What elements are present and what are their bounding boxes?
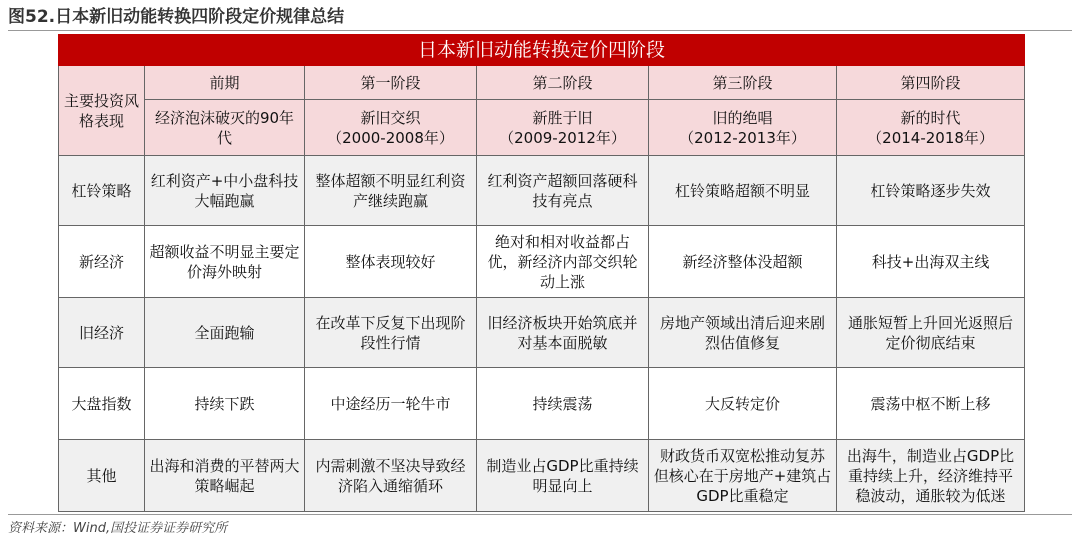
table-cell: 房地产领域出清后迎来剧烈估值修复 — [649, 298, 837, 368]
table-cell: 持续下跌 — [145, 368, 305, 440]
table-banner-row — [59, 35, 1025, 66]
table-row — [59, 156, 1025, 226]
table-cell: 出海和消费的平替两大策略崛起 — [145, 440, 305, 512]
table-cell: 旧经济板块开始筑底并对基本面脱敏 — [477, 298, 649, 368]
phase-desc: 新的时代 （2014-2018年） — [837, 100, 1025, 156]
table-cell: 出海牛，制造业占GDP比重持续上升，经济维持平稳波动，通胀较为低迷 — [837, 440, 1025, 512]
table-cell: 超额收益不明显主要定价海外映射 — [145, 226, 305, 298]
table-cell: 中途经历一轮牛市 — [305, 368, 477, 440]
table-title: 日本新旧动能转换定价四阶段 — [59, 35, 1025, 66]
table-cell: 杠铃策略逐步失效 — [837, 156, 1025, 226]
figure-title: 图52.日本新旧动能转换四阶段定价规律总结 — [8, 4, 1072, 31]
phase-desc: 新旧交织 （2000-2008年） — [305, 100, 477, 156]
table-cell: 新经济整体没超额 — [649, 226, 837, 298]
phase-name: 第四阶段 — [837, 66, 1025, 100]
summary-table-wrapper — [58, 34, 1024, 512]
table-cell: 科技+出海双主线 — [837, 226, 1025, 298]
table-row — [59, 226, 1025, 298]
phase-name: 第一阶段 — [305, 66, 477, 100]
table-cell: 绝对和相对收益都占优，新经济内部交织轮动上涨 — [477, 226, 649, 298]
table-cell: 通胀短暂上升回光返照后定价彻底结束 — [837, 298, 1025, 368]
table-cell: 红利资产超额回落硬科技有亮点 — [477, 156, 649, 226]
phase-desc: 新胜于旧 （2009-2012年） — [477, 100, 649, 156]
row-label: 大盘指数 — [59, 368, 145, 440]
row-label: 其他 — [59, 440, 145, 512]
phase-name: 第三阶段 — [649, 66, 837, 100]
table-cell: 持续震荡 — [477, 368, 649, 440]
table-cell: 杠铃策略超额不明显 — [649, 156, 837, 226]
table-row — [59, 368, 1025, 440]
source-note: 资料来源：Wind,国投证券证券研究所 — [8, 514, 1072, 536]
table-row — [59, 298, 1025, 368]
phase-desc: 旧的绝唱 （2012-2013年） — [649, 100, 837, 156]
row-label: 旧经济 — [59, 298, 145, 368]
phase-name-row — [59, 66, 1025, 100]
row-header-style: 主要投资风格表现 — [59, 66, 145, 156]
phase-name: 第二阶段 — [477, 66, 649, 100]
table-cell: 整体表现较好 — [305, 226, 477, 298]
phase-desc: 经济泡沫破灭的90年代 — [145, 100, 305, 156]
table-cell: 大反转定价 — [649, 368, 837, 440]
table-cell: 震荡中枢不断上移 — [837, 368, 1025, 440]
table-row — [59, 440, 1025, 512]
row-label: 杠铃策略 — [59, 156, 145, 226]
summary-table — [58, 34, 1025, 512]
table-cell: 制造业占GDP比重持续明显向上 — [477, 440, 649, 512]
table-cell: 红利资产+中小盘科技大幅跑赢 — [145, 156, 305, 226]
row-label: 新经济 — [59, 226, 145, 298]
table-cell: 内需刺激不坚决导致经济陷入通缩循环 — [305, 440, 477, 512]
table-cell: 整体超额不明显红利资产继续跑赢 — [305, 156, 477, 226]
table-cell: 财政货币双宽松推动复苏但核心在于房地产+建筑占GDP比重稳定 — [649, 440, 837, 512]
table-cell: 全面跑输 — [145, 298, 305, 368]
phase-name: 前期 — [145, 66, 305, 100]
table-cell: 在改革下反复下出现阶段性行情 — [305, 298, 477, 368]
phase-desc-row — [59, 100, 1025, 156]
